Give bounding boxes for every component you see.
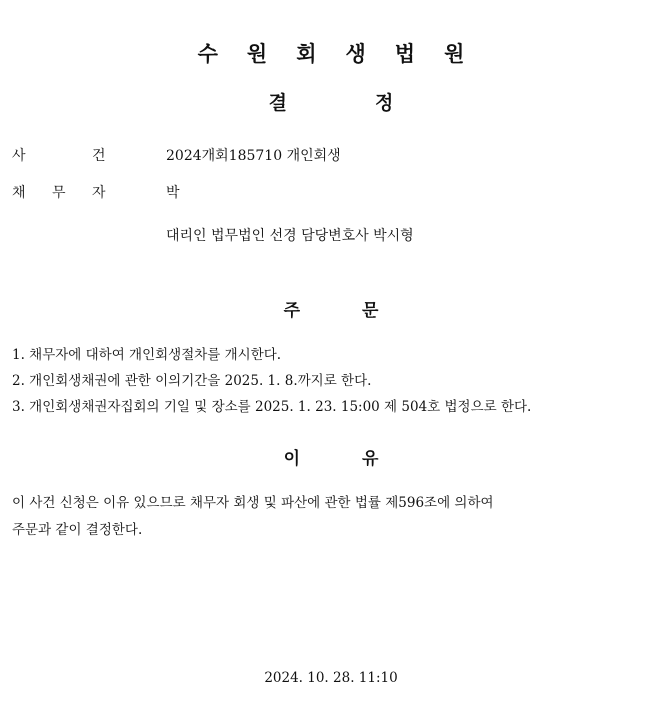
decision-date: 2024. 10. 28. 11:10: [264, 670, 398, 686]
court-name: 수원회생법원: [197, 42, 494, 66]
reason-heading: [0, 444, 662, 469]
reason-line-1: 이 사건 신청은 이유 있으므로 채무자 회생 및 파산에 관한 법률 제596조에 의하여: [12, 495, 494, 511]
order-heading: [0, 296, 662, 321]
reason-heading-right: 유: [362, 449, 379, 469]
document-type-right: 정: [375, 92, 394, 114]
reason-heading-left: 이: [283, 449, 300, 469]
debtor-label-char-2: 무: [52, 185, 66, 201]
case-label-char-1: 사: [12, 148, 26, 164]
debtor-label-char-3: 자: [92, 185, 106, 201]
order-item-3: 3. 개인회생채권자집회의 기일 및 장소를 2025. 1. 23. 15:00 제 504호 법정으로 한다.: [12, 399, 532, 415]
document-type-heading: [0, 88, 662, 115]
order-item-2: 2. 개인회생채권에 관한 이의기간을 2025. 1. 8.까지로 한다.: [12, 373, 372, 389]
order-heading-left: 주: [283, 301, 300, 321]
case-number: 2024개회185710 개인회생: [166, 148, 341, 164]
debtor-name: 박: [166, 185, 180, 201]
legal-agent: 대리인 법무법인 선경 담당변호사 박시형: [166, 228, 414, 244]
order-item-1: 1. 채무자에 대하여 개인회생절차를 개시한다.: [12, 347, 282, 363]
document-type-left: 결: [268, 92, 287, 114]
debtor-label-char-1: 채: [12, 185, 26, 201]
case-label-char-2: 건: [92, 148, 106, 164]
reason-line-2: 주문과 같이 결정한다.: [12, 522, 143, 538]
order-heading-right: 문: [362, 301, 379, 321]
